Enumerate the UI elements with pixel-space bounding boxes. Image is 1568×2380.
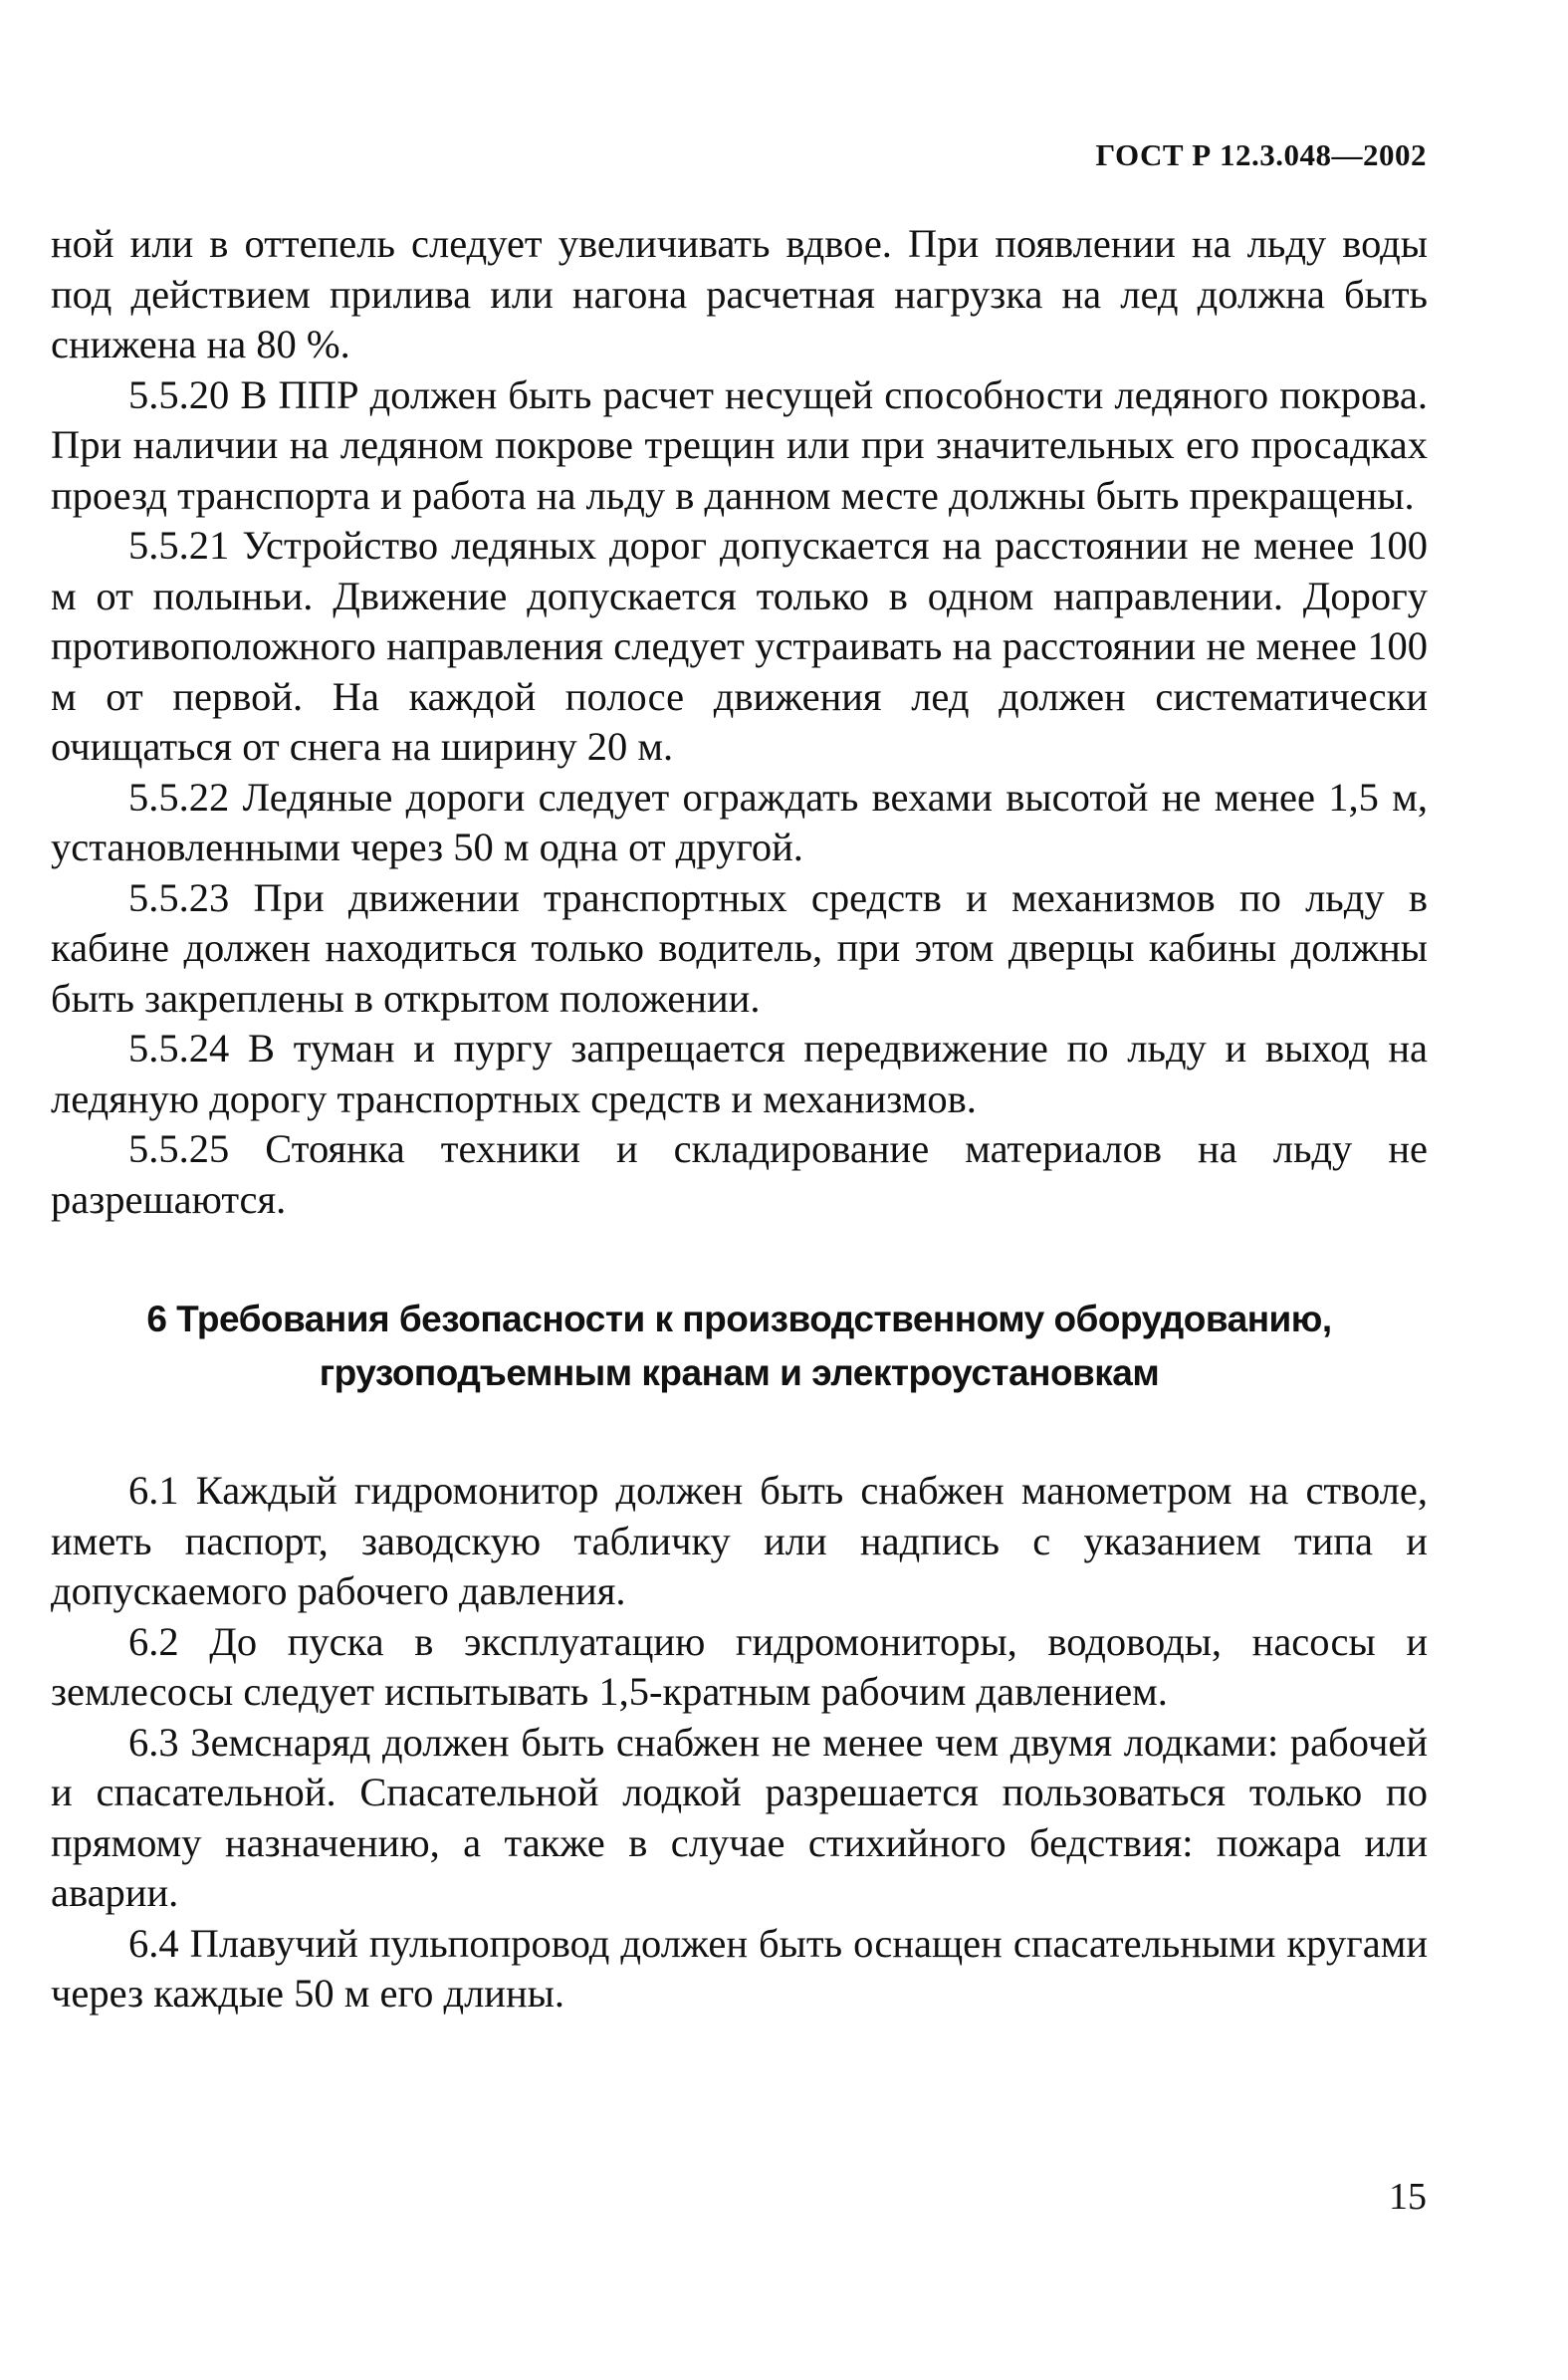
paragraph-5-5-23: 5.5.23 При движении транспортных средств и механизмов по льду в кабине должен находиться только водитель, при этом дверцы кабины должны быть закреплены в открытом положении. bbox=[51, 874, 1428, 1021]
paragraph-continuation: ной или в оттепель следует увеличивать вдвое. При появлении на льду воды под действием прилива или нагона расчетная нагрузка на лед должна быть снижена на 80 %. bbox=[51, 221, 1428, 366]
paragraph-5-5-24: 5.5.24 В туман и пургу запрещается передвижение по льду и выход на ледяную дорогу транспортных средств и механизмов. bbox=[51, 1026, 1428, 1121]
document-header: ГОСТ Р 12.3.048—2002 bbox=[1095, 137, 1427, 172]
paragraph-6-4: 6.4 Плавучий пульпопровод должен быть оснащен спасательными кругами через каждые 50 м его длины. bbox=[51, 1920, 1428, 2016]
paragraph-5-5-20: 5.5.20 В ППР должен быть расчет несущей способности ледяного покрова. При наличии на ледяном покрове трещин или при значительных его просадках проезд транспорта и работа на льду в данном месте должны быть прекращены. bbox=[51, 371, 1428, 518]
paragraph-6-3: 6.3 Земснаряд должен быть снабжен не менее чем двумя лодками: рабочей и спасательной. Спасательной лодкой разрешается пользоваться только по прямому назначению, а также в случае стихийного бедствия: пожара или аварии. bbox=[51, 1719, 1428, 1915]
paragraph-5-5-21: 5.5.21 Устройство ледяных дорог допускается на расстоянии не менее 100 м от полыньи. Движение допускается только в одном направлении. Дорогу противоположного направления следует устраивать на расстоянии не менее 100 м от первой. На каждой полосе движения лед должен систематически очищаться от снега на ширину 20 м. bbox=[51, 523, 1428, 769]
section-title-line-2: грузоподъемным кранам и электроустановкам bbox=[319, 1352, 1160, 1393]
paragraph-5-5-22: 5.5.22 Ледяные дороги следует ограждать вехами высотой не менее 1,5 м, установленными через 50 м одна от другой. bbox=[51, 774, 1428, 869]
section-title-line-1: 6 Требования безопасности к производственному оборудованию, bbox=[146, 1299, 1332, 1339]
document-body bbox=[51, 219, 1428, 2020]
page-number: 15 bbox=[1389, 2176, 1427, 2218]
paragraph-6-1: 6.1 Каждый гидромонитор должен быть снабжен манометром на стволе, иметь паспорт, заводскую табличку или надпись с указанием типа и допускаемого рабочего давления. bbox=[51, 1468, 1428, 1613]
paragraph-6-2: 6.2 До пуска в эксплуатацию гидромониторы, водоводы, насосы и землесосы следует испытывать 1,5-кратным рабочим давлением. bbox=[51, 1618, 1428, 1714]
section-6-title bbox=[51, 1293, 1428, 1400]
paragraph-5-5-25: 5.5.25 Стоянка техники и складирование материалов на льду не разрешаются. bbox=[51, 1126, 1428, 1222]
